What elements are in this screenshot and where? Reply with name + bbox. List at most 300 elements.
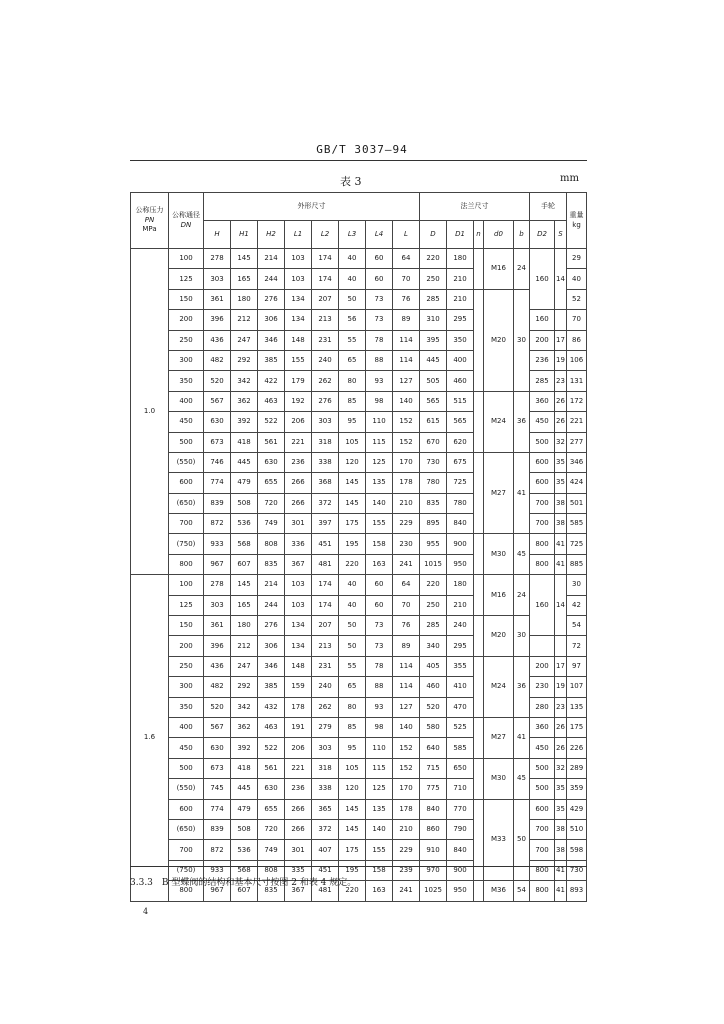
bolt-count xyxy=(474,717,484,758)
dimension-value: 655 xyxy=(258,473,285,493)
handwheel-diameter: 700 xyxy=(530,819,555,839)
dimension-value: 650 xyxy=(447,758,474,778)
dimension-value: 710 xyxy=(447,779,474,799)
handwheel-diameter: 450 xyxy=(530,738,555,758)
handwheel-diameter: 160 xyxy=(530,575,555,636)
dimension-value: 120 xyxy=(339,452,366,472)
weight-value: 86 xyxy=(567,330,587,350)
dimension-value: 418 xyxy=(231,432,258,452)
dimension-value: 775 xyxy=(420,779,447,799)
dimension-value: 720 xyxy=(258,819,285,839)
dimension-value: 266 xyxy=(285,799,312,819)
dimension-value: 95 xyxy=(339,412,366,432)
handwheel-s: 23 xyxy=(555,697,567,717)
dimension-value: 451 xyxy=(312,860,339,880)
dimension-value: 60 xyxy=(366,269,393,289)
dimension-value: 40 xyxy=(339,249,366,269)
dimension-value: 60 xyxy=(366,595,393,615)
dimension-value: 60 xyxy=(366,575,393,595)
dimension-value: 50 xyxy=(339,616,366,636)
dimension-value: 220 xyxy=(420,249,447,269)
dimension-value: 155 xyxy=(366,840,393,860)
weight-value: 29 xyxy=(567,249,587,269)
dimension-value: 98 xyxy=(366,391,393,411)
column-header: L2 xyxy=(312,221,339,249)
dimension-value: 55 xyxy=(339,656,366,676)
column-header: H xyxy=(204,221,231,249)
dimension-value: 292 xyxy=(231,350,258,370)
dimension-value: 76 xyxy=(393,289,420,309)
dimension-value: 163 xyxy=(366,554,393,574)
dimension-value: 362 xyxy=(231,717,258,737)
dimension-value: 230 xyxy=(393,534,420,554)
dimension-value: 536 xyxy=(231,840,258,860)
handwheel-s: 17 xyxy=(555,330,567,350)
handwheel-diameter: 236 xyxy=(530,350,555,370)
handwheel-diameter: 700 xyxy=(530,493,555,513)
dn-value: 400 xyxy=(169,391,204,411)
dimension-value: 175 xyxy=(339,840,366,860)
dimension-value: 278 xyxy=(204,575,231,595)
dimension-value: 114 xyxy=(393,677,420,697)
dimension-value: 967 xyxy=(204,554,231,574)
handwheel-s: 41 xyxy=(555,554,567,574)
dimension-value: 244 xyxy=(258,595,285,615)
dimension-value: 365 xyxy=(312,799,339,819)
weight-value: 289 xyxy=(567,758,587,778)
dimension-value: 749 xyxy=(258,840,285,860)
dimension-value: 445 xyxy=(420,350,447,370)
dimension-value: 336 xyxy=(285,534,312,554)
page-number: 4 xyxy=(143,907,149,916)
dimension-value: 206 xyxy=(285,412,312,432)
dn-value: 125 xyxy=(169,595,204,615)
dimension-value: 561 xyxy=(258,758,285,778)
dimension-value: 229 xyxy=(393,840,420,860)
dimension-value: 135 xyxy=(366,799,393,819)
dimension-value: 212 xyxy=(231,636,258,656)
dimension-value: 318 xyxy=(312,758,339,778)
dimension-value: 536 xyxy=(231,514,258,534)
dimension-value: 195 xyxy=(339,860,366,880)
dimension-value: 114 xyxy=(393,330,420,350)
dimension-value: 361 xyxy=(204,289,231,309)
dimension-value: 214 xyxy=(258,575,285,595)
dn-value: 250 xyxy=(169,330,204,350)
dimension-value: 933 xyxy=(204,534,231,554)
dimension-value: 247 xyxy=(231,656,258,676)
dimension-value: 170 xyxy=(393,779,420,799)
bolt-size: M24 xyxy=(484,656,514,717)
dimension-value: 367 xyxy=(285,554,312,574)
table-row xyxy=(131,534,587,554)
dimension-value: 405 xyxy=(420,656,447,676)
standard-number: GB/T 3037—94 xyxy=(316,143,408,156)
dimension-value: 840 xyxy=(420,799,447,819)
dimension-value: 152 xyxy=(393,412,420,432)
dimension-value: 73 xyxy=(366,616,393,636)
column-header: D2 xyxy=(530,221,555,249)
dn-value: 200 xyxy=(169,310,204,330)
handwheel-s: 17 xyxy=(555,656,567,676)
handwheel-diameter: 285 xyxy=(530,371,555,391)
dimension-value: 730 xyxy=(420,452,447,472)
weight-value: 277 xyxy=(567,432,587,452)
bolt-size: M16 xyxy=(484,575,514,616)
dimension-value: 152 xyxy=(393,432,420,452)
dimension-value: 630 xyxy=(258,779,285,799)
dn-value: (650) xyxy=(169,819,204,839)
table-row xyxy=(131,249,587,269)
flange-thickness: 36 xyxy=(514,391,530,452)
dimension-value: 1025 xyxy=(420,881,447,901)
dimension-value: 145 xyxy=(231,575,258,595)
dimension-value: 89 xyxy=(393,310,420,330)
dn-value: 600 xyxy=(169,799,204,819)
dimension-value: 285 xyxy=(420,616,447,636)
handwheel-diameter: 230 xyxy=(530,677,555,697)
column-header: L1 xyxy=(285,221,312,249)
dimension-value: 835 xyxy=(258,881,285,901)
dimension-value: 418 xyxy=(231,758,258,778)
pn-header: 公称压力 PN MPa xyxy=(131,193,169,249)
dimension-value: 105 xyxy=(339,758,366,778)
dimension-value: 839 xyxy=(204,493,231,513)
handwheel-diameter: 500 xyxy=(530,779,555,799)
bolt-size: M20 xyxy=(484,616,514,657)
dimension-value: 306 xyxy=(258,636,285,656)
weight-value: 424 xyxy=(567,473,587,493)
clause-note: 3.3.3 B 型蝶阀的结构和基本尺寸按图 2 和表 4 规定。 xyxy=(130,878,357,888)
dimension-value: 463 xyxy=(258,391,285,411)
dimension-value: 165 xyxy=(231,269,258,289)
dimension-value: 508 xyxy=(231,493,258,513)
dimension-value: 780 xyxy=(420,473,447,493)
dimension-value: 400 xyxy=(447,350,474,370)
dimension-value: 114 xyxy=(393,350,420,370)
flange-thickness: 30 xyxy=(514,616,530,657)
dimension-value: 103 xyxy=(285,575,312,595)
weight-value: 226 xyxy=(567,738,587,758)
column-header: d0 xyxy=(484,221,514,249)
dn-value: 100 xyxy=(169,575,204,595)
dimension-value: 145 xyxy=(339,799,366,819)
dimension-value: 432 xyxy=(258,697,285,717)
dimension-value: 770 xyxy=(447,799,474,819)
dimension-value: 367 xyxy=(285,881,312,901)
dimension-value: 396 xyxy=(204,310,231,330)
dimension-value: 790 xyxy=(447,819,474,839)
weight-value: 106 xyxy=(567,350,587,370)
handwheel-diameter: 800 xyxy=(530,881,555,901)
weight-value: 501 xyxy=(567,493,587,513)
dimension-value: 148 xyxy=(285,656,312,676)
dimension-value: 85 xyxy=(339,717,366,737)
handwheel-s: 38 xyxy=(555,840,567,860)
dimension-value: 56 xyxy=(339,310,366,330)
handwheel-s: 26 xyxy=(555,412,567,432)
dimension-value: 481 xyxy=(312,881,339,901)
bolt-size: M16 xyxy=(484,249,514,290)
dimension-value: 335 xyxy=(285,860,312,880)
dn-value: 300 xyxy=(169,350,204,370)
dimension-value: 78 xyxy=(366,656,393,676)
dimension-value: 98 xyxy=(366,717,393,737)
dn-value: 500 xyxy=(169,432,204,452)
dimension-value: 346 xyxy=(258,330,285,350)
dimension-value: 715 xyxy=(420,758,447,778)
dimension-value: 640 xyxy=(420,738,447,758)
flange-thickness: 36 xyxy=(514,656,530,717)
dn-header: 公称通径 DN xyxy=(169,193,204,249)
dimension-value: 195 xyxy=(339,534,366,554)
dimension-value: 967 xyxy=(204,881,231,901)
dimension-value: 140 xyxy=(393,717,420,737)
dimension-value: 950 xyxy=(447,881,474,901)
dimension-value: 60 xyxy=(366,249,393,269)
table-row xyxy=(131,758,587,778)
valve-dimension-table xyxy=(130,192,587,902)
dimension-value: 840 xyxy=(447,840,474,860)
dimension-value: 910 xyxy=(420,840,447,860)
dimension-value: 125 xyxy=(366,779,393,799)
dimension-value: 174 xyxy=(312,249,339,269)
dn-value: 100 xyxy=(169,249,204,269)
dimension-value: 479 xyxy=(231,473,258,493)
weight-value: 175 xyxy=(567,717,587,737)
dimension-value: 80 xyxy=(339,371,366,391)
flange-thickness: 41 xyxy=(514,452,530,534)
dimension-value: 950 xyxy=(447,554,474,574)
dimension-value: 630 xyxy=(258,452,285,472)
dn-value: 400 xyxy=(169,717,204,737)
dn-value: (550) xyxy=(169,779,204,799)
dimension-value: 88 xyxy=(366,677,393,697)
dimension-value: 630 xyxy=(204,412,231,432)
dn-value: 150 xyxy=(169,289,204,309)
dn-value: 250 xyxy=(169,656,204,676)
dimension-value: 180 xyxy=(447,249,474,269)
dimension-value: 372 xyxy=(312,493,339,513)
dimension-value: 520 xyxy=(204,697,231,717)
weight-value: 221 xyxy=(567,412,587,432)
column-header: L xyxy=(393,221,420,249)
dimension-value: 78 xyxy=(366,330,393,350)
dimension-value: 900 xyxy=(447,534,474,554)
dimension-value: 210 xyxy=(447,595,474,615)
handwheel-diameter: 360 xyxy=(530,717,555,737)
dimension-value: 179 xyxy=(285,371,312,391)
dimension-value: 460 xyxy=(420,677,447,697)
bolt-size: M30 xyxy=(484,758,514,799)
weight-value: 30 xyxy=(567,575,587,595)
dimension-value: 872 xyxy=(204,514,231,534)
dimension-value: 64 xyxy=(393,575,420,595)
handwheel-diameter: 500 xyxy=(530,432,555,452)
dimension-value: 346 xyxy=(258,656,285,676)
dimension-value: 396 xyxy=(204,636,231,656)
dimension-value: 76 xyxy=(393,616,420,636)
handwheel-s: 35 xyxy=(555,473,567,493)
dimension-value: 407 xyxy=(312,840,339,860)
pn-value: 1.0 xyxy=(131,249,169,575)
dimension-value: 125 xyxy=(366,452,393,472)
weight-value: 885 xyxy=(567,554,587,574)
dimension-value: 303 xyxy=(312,412,339,432)
dimension-value: 673 xyxy=(204,758,231,778)
dimension-value: 482 xyxy=(204,350,231,370)
dimension-value: 774 xyxy=(204,799,231,819)
dimension-value: 220 xyxy=(339,554,366,574)
dimension-value: 276 xyxy=(312,391,339,411)
dimension-value: 568 xyxy=(231,534,258,554)
dimension-value: 247 xyxy=(231,330,258,350)
dimension-value: 460 xyxy=(447,371,474,391)
handwheel-diameter: 450 xyxy=(530,412,555,432)
weight-value: 42 xyxy=(567,595,587,615)
dimension-value: 220 xyxy=(420,575,447,595)
flange-thickness: 30 xyxy=(514,289,530,391)
dimension-value: 565 xyxy=(447,412,474,432)
dimension-value: 872 xyxy=(204,840,231,860)
flange-thickness: 45 xyxy=(514,758,530,799)
dimension-value: 80 xyxy=(339,697,366,717)
weight-value: 107 xyxy=(567,677,587,697)
handwheel-s: 32 xyxy=(555,758,567,778)
handwheel-diameter: 200 xyxy=(530,656,555,676)
dimension-value: 127 xyxy=(393,697,420,717)
weight-value: 54 xyxy=(567,616,587,636)
handwheel-s: 26 xyxy=(555,738,567,758)
dimension-value: 134 xyxy=(285,310,312,330)
dimension-value: 410 xyxy=(447,677,474,697)
dimension-value: 262 xyxy=(312,371,339,391)
dimension-value: 310 xyxy=(420,310,447,330)
dimension-value: 445 xyxy=(231,779,258,799)
dimension-value: 152 xyxy=(393,738,420,758)
handwheel-s: 32 xyxy=(555,432,567,452)
dn-value: 700 xyxy=(169,514,204,534)
dimension-value: 749 xyxy=(258,514,285,534)
dimension-value: 436 xyxy=(204,330,231,350)
dimension-value: 240 xyxy=(312,350,339,370)
handwheel-header: 手轮 xyxy=(530,193,567,221)
dn-value: 450 xyxy=(169,738,204,758)
dimension-value: 301 xyxy=(285,514,312,534)
dimension-value: 675 xyxy=(447,452,474,472)
dimension-value: 50 xyxy=(339,636,366,656)
dimension-value: 342 xyxy=(231,697,258,717)
dimension-value: 175 xyxy=(339,514,366,534)
dimension-value: 140 xyxy=(366,493,393,513)
flange-thickness: 45 xyxy=(514,534,530,575)
dimension-value: 40 xyxy=(339,595,366,615)
dimension-value: 808 xyxy=(258,534,285,554)
dimension-value: 306 xyxy=(258,310,285,330)
table-title: 表 3 xyxy=(340,175,362,188)
dimension-value: 239 xyxy=(393,860,420,880)
handwheel-diameter: 800 xyxy=(530,534,555,554)
dimension-value: 670 xyxy=(420,432,447,452)
bolt-count xyxy=(474,616,484,657)
handwheel-diameter: 160 xyxy=(530,310,555,330)
handwheel-diameter: 160 xyxy=(530,249,555,310)
weight-value: 585 xyxy=(567,514,587,534)
dimension-value: 152 xyxy=(393,758,420,778)
dimension-value: 725 xyxy=(447,473,474,493)
dimension-value: 508 xyxy=(231,819,258,839)
dimension-value: 470 xyxy=(447,697,474,717)
dimension-value: 303 xyxy=(204,595,231,615)
dimension-value: 276 xyxy=(258,616,285,636)
dimension-value: 673 xyxy=(204,432,231,452)
dimension-value: 148 xyxy=(285,330,312,350)
weight-value: 725 xyxy=(567,534,587,554)
dimension-value: 266 xyxy=(285,819,312,839)
dimension-value: 174 xyxy=(312,269,339,289)
handwheel-diameter: 800 xyxy=(530,554,555,574)
flange-dims-header: 法兰尺寸 xyxy=(420,193,530,221)
dn-value: (750) xyxy=(169,534,204,554)
dimension-value: 655 xyxy=(258,799,285,819)
dimension-value: 808 xyxy=(258,860,285,880)
dimension-value: 279 xyxy=(312,717,339,737)
flange-thickness: 24 xyxy=(514,575,530,616)
dimension-value: 262 xyxy=(312,697,339,717)
dn-value: 350 xyxy=(169,371,204,391)
dimension-value: 565 xyxy=(420,391,447,411)
dimension-value: 89 xyxy=(393,636,420,656)
bolt-count xyxy=(474,391,484,452)
overall-dims-header: 外形尺寸 xyxy=(204,193,420,221)
dimension-value: 240 xyxy=(447,616,474,636)
weight-value: 72 xyxy=(567,636,587,656)
handwheel-diameter: 800 xyxy=(530,860,555,880)
dimension-value: 110 xyxy=(366,412,393,432)
dimension-value: 520 xyxy=(420,697,447,717)
dn-value: 350 xyxy=(169,697,204,717)
dn-value: 600 xyxy=(169,473,204,493)
flange-thickness: 41 xyxy=(514,717,530,758)
handwheel-diameter: 200 xyxy=(530,330,555,350)
handwheel-s: 41 xyxy=(555,860,567,880)
dimension-value: 839 xyxy=(204,819,231,839)
handwheel-s: 35 xyxy=(555,452,567,472)
handwheel-s: 19 xyxy=(555,350,567,370)
dimension-value: 295 xyxy=(447,310,474,330)
dimension-value: 368 xyxy=(312,473,339,493)
handwheel-s: 35 xyxy=(555,779,567,799)
dn-value: 150 xyxy=(169,616,204,636)
dimension-value: 445 xyxy=(231,452,258,472)
handwheel-diameter: 280 xyxy=(530,697,555,717)
dimension-value: 85 xyxy=(339,391,366,411)
handwheel-s: 41 xyxy=(555,534,567,554)
dimension-value: 220 xyxy=(339,881,366,901)
dimension-value: 774 xyxy=(204,473,231,493)
dimension-value: 231 xyxy=(312,656,339,676)
dimension-value: 73 xyxy=(366,310,393,330)
dimension-value: 240 xyxy=(312,677,339,697)
dimension-value: 158 xyxy=(366,534,393,554)
dn-value: 700 xyxy=(169,840,204,860)
dimension-value: 295 xyxy=(447,636,474,656)
dimension-value: 213 xyxy=(312,636,339,656)
handwheel-s: 38 xyxy=(555,514,567,534)
dimension-value: 515 xyxy=(447,391,474,411)
dimension-value: 607 xyxy=(231,554,258,574)
bolt-size: M27 xyxy=(484,717,514,758)
